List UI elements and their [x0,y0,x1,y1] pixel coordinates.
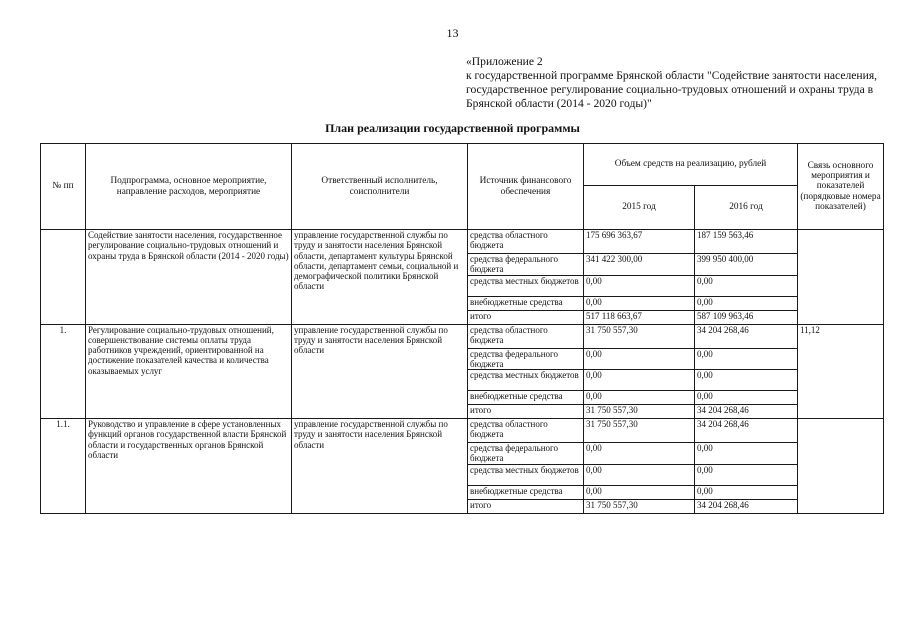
plan-table-body [41,230,884,514]
amount-2015: 0,00 [584,485,695,499]
funding-source: итого [468,499,584,513]
funding-source: средства местных бюджетов [468,370,584,391]
funding-source: внебюджетные средства [468,296,584,310]
document-title: План реализации государственной программы [325,121,580,135]
header-year-2015: 2015 год [584,186,695,230]
amount-2016: 0,00 [695,485,798,499]
amount-2016: 0,00 [695,275,798,296]
row-number: 1.1. [41,419,86,514]
header-link: Связь основного мероприятия и показателей (порядковые номера показателей) [798,144,884,230]
funding-source: средства местных бюджетов [468,464,584,485]
amount-2015: 175 696 363,67 [584,230,695,254]
amount-2016: 0,00 [695,443,798,465]
amount-2015: 0,00 [584,296,695,310]
amount-2015: 0,00 [584,391,695,405]
indicator-link [798,230,884,325]
amount-2015: 341 422 300,00 [584,254,695,276]
amount-2016: 0,00 [695,348,798,370]
amount-2015: 0,00 [584,370,695,391]
header-source: Источник финансового обеспечения [468,144,584,230]
amount-2016: 34 204 268,46 [695,499,798,513]
funding-source: внебюджетные средства [468,391,584,405]
funding-source: итого [468,405,584,419]
funding-source: средства федерального бюджета [468,443,584,465]
amount-2016: 0,00 [695,296,798,310]
indicator-link [798,419,884,514]
row-number [41,230,86,325]
responsible-executor: управление государственной службы по труду и занятости населения Брянской области [292,324,468,419]
amount-2015: 0,00 [584,464,695,485]
amount-2016: 0,00 [695,464,798,485]
page-number: 13 [446,26,459,40]
indicator-link: 11,12 [798,324,884,419]
header-volume: Объем средств на реализацию, рублей [584,144,798,186]
amount-2015: 0,00 [584,275,695,296]
funding-source: итого [468,310,584,324]
funding-source: средства областного бюджета [468,230,584,254]
funding-source: средства областного бюджета [468,324,584,348]
table-row [41,419,884,443]
amount-2015: 0,00 [584,348,695,370]
table-row [41,230,884,254]
plan-table [40,143,884,514]
amount-2016: 399 950 400,00 [695,254,798,276]
responsible-executor: управление государственной службы по труду и занятости населения Брянской области [292,419,468,514]
funding-source: внебюджетные средства [468,485,584,499]
subprogram-name: Содействие занятости населения, государственное регулирование социально-трудовых отношений и охраны труда в Брянской области (2014 - 2020 годы) [86,230,292,325]
table-row [41,324,884,348]
amount-2016: 34 204 268,46 [695,324,798,348]
amount-2016: 34 204 268,46 [695,419,798,443]
amount-2015: 31 750 557,30 [584,405,695,419]
funding-source: средства федерального бюджета [468,254,584,276]
responsible-executor: управление государственной службы по труду и занятости населения Брянской области, департамент культуры Брянской области, департамент семьи, социальной и демографической политики Брянской области [292,230,468,325]
header-subprogram: Подпрограмма, основное мероприятие, направление расходов, мероприятие [86,144,292,230]
funding-source: средства местных бюджетов [468,275,584,296]
amount-2015: 31 750 557,30 [584,324,695,348]
appendix-header [466,55,886,111]
amount-2015: 31 750 557,30 [584,419,695,443]
amount-2015: 0,00 [584,443,695,465]
amount-2016: 34 204 268,46 [695,405,798,419]
amount-2016: 587 109 963,46 [695,310,798,324]
funding-source: средства областного бюджета [468,419,584,443]
subprogram-name: Руководство и управление в сфере установленных функций органов государственной власти Брянской области и государственных органов Брянской области [86,419,292,514]
amount-2016: 0,00 [695,370,798,391]
appendix-line2: к государственной программе Брянской области "Содействие занятости населения, государственное регулирование социально-трудовых отношений и охраны труда в Брянской области (2014 - 2020 годы)" [466,69,878,110]
header-executor: Ответственный исполнитель, соисполнители [292,144,468,230]
amount-2015: 517 118 663,67 [584,310,695,324]
subprogram-name: Регулирование социально-трудовых отношений, совершенствование системы оплаты труда работников учреждений, ориентированной на достижение показателей качества и количества оказываемых услуг [86,324,292,419]
header-num: № пп [41,144,86,230]
amount-2016: 0,00 [695,391,798,405]
appendix-line1: «Приложение 2 [466,55,543,68]
amount-2015: 31 750 557,30 [584,499,695,513]
funding-source: средства федерального бюджета [468,348,584,370]
amount-2016: 187 159 563,46 [695,230,798,254]
header-year-2016: 2016 год [695,186,798,230]
row-number: 1. [41,324,86,419]
